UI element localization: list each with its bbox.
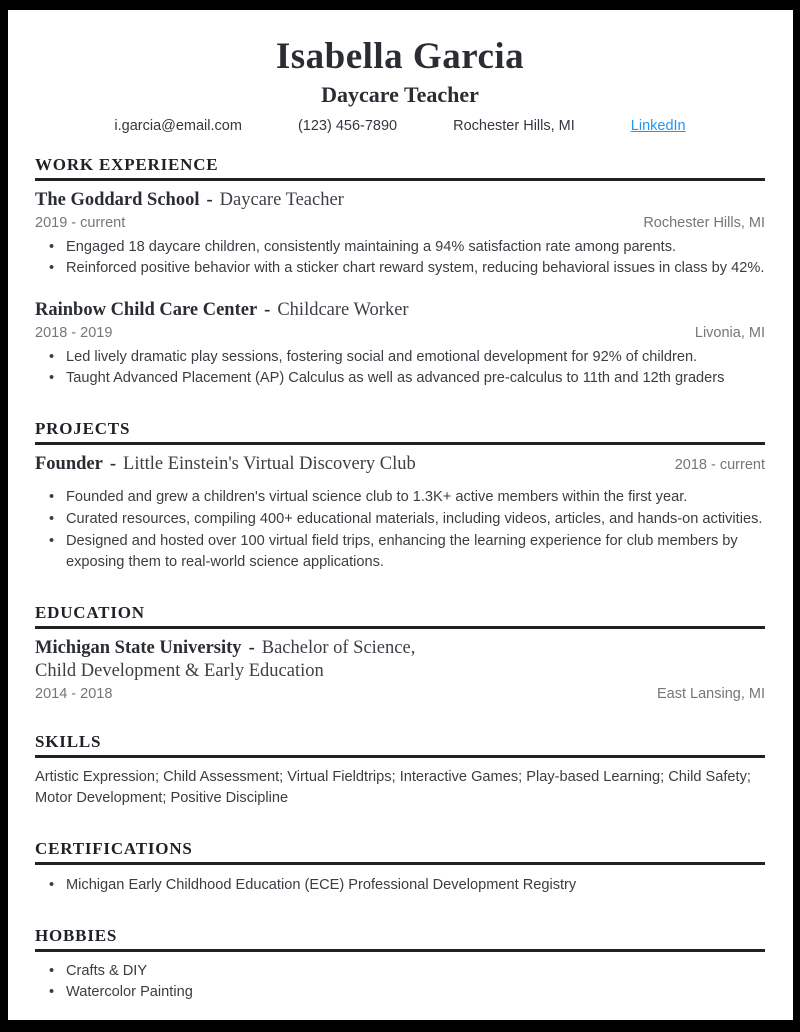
work-location: Livonia, MI [694,324,765,341]
work-entry-meta [35,215,765,231]
title-separator: - [264,299,271,320]
section-divider [35,862,765,865]
section-divider [35,178,765,181]
section-hobbies [35,926,765,1003]
role-name: Childcare Worker [277,299,409,320]
work-bullet-list [35,347,765,389]
work-entry-meta [35,325,765,341]
project-title-row [35,454,765,475]
work-entry-title [35,190,765,211]
section-divider [35,949,765,952]
project-name: Little Einstein's Virtual Discovery Club [123,453,416,474]
project-entry [35,454,765,573]
section-divider [35,442,765,445]
certifications-bullet-list [35,875,765,896]
hobby-bullet: • Watercolor Painting [49,982,765,1003]
work-bullet-list [35,237,765,279]
education-title [35,638,765,659]
contact-email: i.garcia@email.com [114,117,242,134]
section-work-experience [35,155,765,389]
project-role: Founder [35,453,103,474]
work-entry-rainbow [35,300,765,389]
project-bullet: • Designed and hosted over 100 virtual field trips, enhancing the learning experience for club members by exposing them to real-world science applications. [49,531,765,573]
degree-line2: Child Development & Early Education [35,660,324,681]
education-meta [35,686,765,702]
section-divider [35,626,765,629]
contact-location: Rochester Hills, MI [453,117,575,134]
section-education [35,603,765,702]
section-skills [35,732,765,809]
work-dates: 2018 - 2019 [35,324,113,341]
projects-heading: PROJECTS [35,418,131,438]
work-dates: 2019 - current [35,214,126,231]
education-entry [35,638,765,702]
skills-heading: SKILLS [35,731,102,751]
person-name: Isabella Garcia [275,36,525,77]
section-certifications [35,839,765,896]
work-entry-goddard [35,190,765,279]
work-location: Rochester Hills, MI [643,214,765,231]
education-dates: 2014 - 2018 [35,685,113,702]
title-separator: - [206,189,213,210]
hobbies-heading: HOBBIES [35,925,118,945]
person-job-title: Daycare Teacher [321,81,479,107]
work-bullet: • Reinforced positive behavior with a sticker chart reward system, reducing behavioral issues in class by 42%. [49,258,765,279]
section-projects [35,419,765,573]
work-bullet: • Led lively dramatic play sessions, fostering social and emotional development for 92% of children. [49,347,765,368]
certifications-heading: CERTIFICATIONS [35,838,193,858]
company-name: The Goddard School [35,189,200,210]
project-bullet-list [35,487,765,573]
project-bullet: • Curated resources, compiling 400+ educational materials, including videos, articles, and hands-on activities. [49,509,765,530]
work-bullet: • Taught Advanced Placement (AP) Calculus as well as advanced pre-calculus to 11th and 12th graders [49,368,765,389]
school-name: Michigan State University [35,637,242,658]
work-bullet: • Engaged 18 daycare children, consistently maintaining a 94% satisfaction rate among parents. [49,237,765,258]
work-entry-title [35,300,765,321]
contact-phone: (123) 456-7890 [297,117,398,134]
certification-bullet: • Michigan Early Childhood Education (ECE) Professional Development Registry [49,875,765,896]
education-location: East Lansing, MI [657,685,765,702]
section-divider [35,755,765,758]
education-heading: EDUCATION [35,602,145,622]
hobbies-bullet-list [35,961,765,1003]
project-dates: 2018 - current [674,456,765,473]
company-name: Rainbow Child Care Center [35,299,258,320]
degree-line1: Bachelor of Science, [261,637,416,658]
skills-text: Artistic Expression; Child Assessment; Virtual Fieldtrips; Interactive Games; Play-based Learning; Child Safety; Motor Development; Positive Discipline [35,768,751,806]
hobby-bullet: • Crafts & DIY [49,961,765,982]
project-bullet: • Founded and grew a children's virtual science club to 1.3K+ active members within the first year. [49,487,765,508]
contact-row [35,118,765,134]
work-experience-heading: WORK EXPERIENCE [35,154,219,174]
title-separator: - [248,637,255,658]
resume-header [35,36,765,134]
linkedin-link[interactable]: LinkedIn [630,117,686,134]
title-separator: - [109,453,117,474]
role-name: Daycare Teacher [219,189,344,210]
project-title [35,454,416,475]
